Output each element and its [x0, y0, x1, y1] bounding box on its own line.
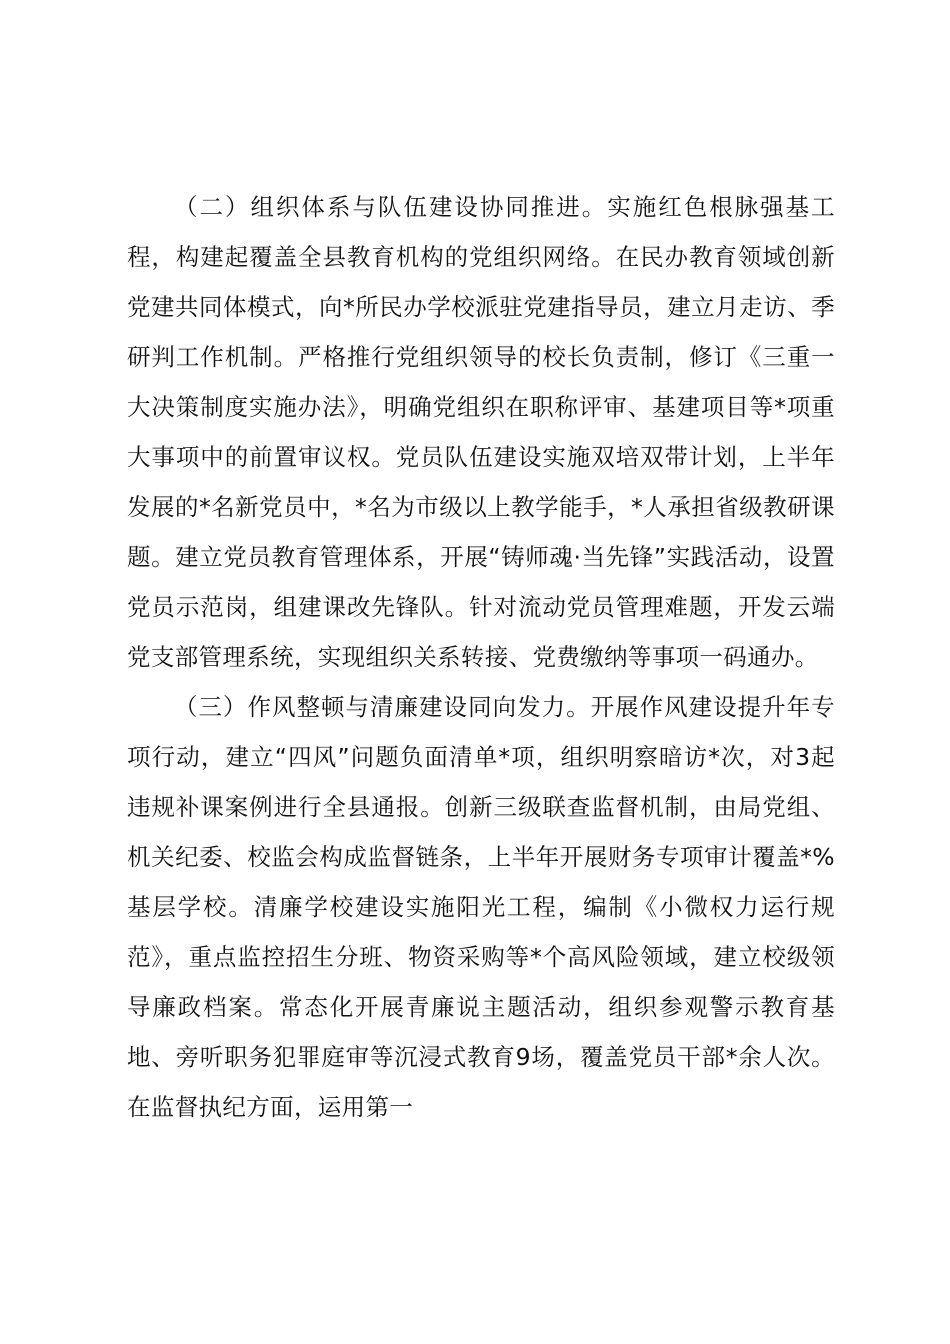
- paragraph-section-2: （二）组织体系与队伍建设协同推进。实施红色根脉强基工程，构建起覆盖全县教育机构的党组织网络。在民办教育领域创新党建共同体模式，向*所民办学校派驻党建指导员，建立月走访、季研判工作机制。严格推行党组织领导的校长负责制，修订《三重一大决策制度实施办法》，明确党组织在职称评审、基建项目等*项重大事项中的前置审议权。党员队伍建设实施双培双带计划，上半年发展的*名新党员中，*名为市级以上教学能手，*人承担省级教研课题。建立党员教育管理体系，开展“铸师魂·当先锋”实践活动，设置党员示范岗，组建课改先锋队。针对流动党员管理难题，开发云端党支部管理系统，实现组织关系转接、党费缴纳等事项一码通办。: [127, 193, 835, 671]
- document-body: [127, 182, 835, 1132]
- paragraph-section-3: （三）作风整顿与清廉建设同向发力。开展作风建设提升年专项行动，建立“四风”问题负面清单*项，组织明察暗访*次，对3起违规补课案例进行全县通报。创新三级联查监督机制，由局党组、机关纪委、校监会构成监督链条，上半年开展财务专项审计覆盖*%基层学校。清廉学校建设实施阳光工程，编制《小微权力运行规范》，重点监控招生分班、物资采购等*个高风险领域，建立校级领导廉政档案。常态化开展青廉说主题活动，组织参观警示教育基地、旁听职务犯罪庭审等沉浸式教育9场，覆盖党员干部*余人次。在监督执纪方面，运用第一: [127, 693, 835, 1121]
